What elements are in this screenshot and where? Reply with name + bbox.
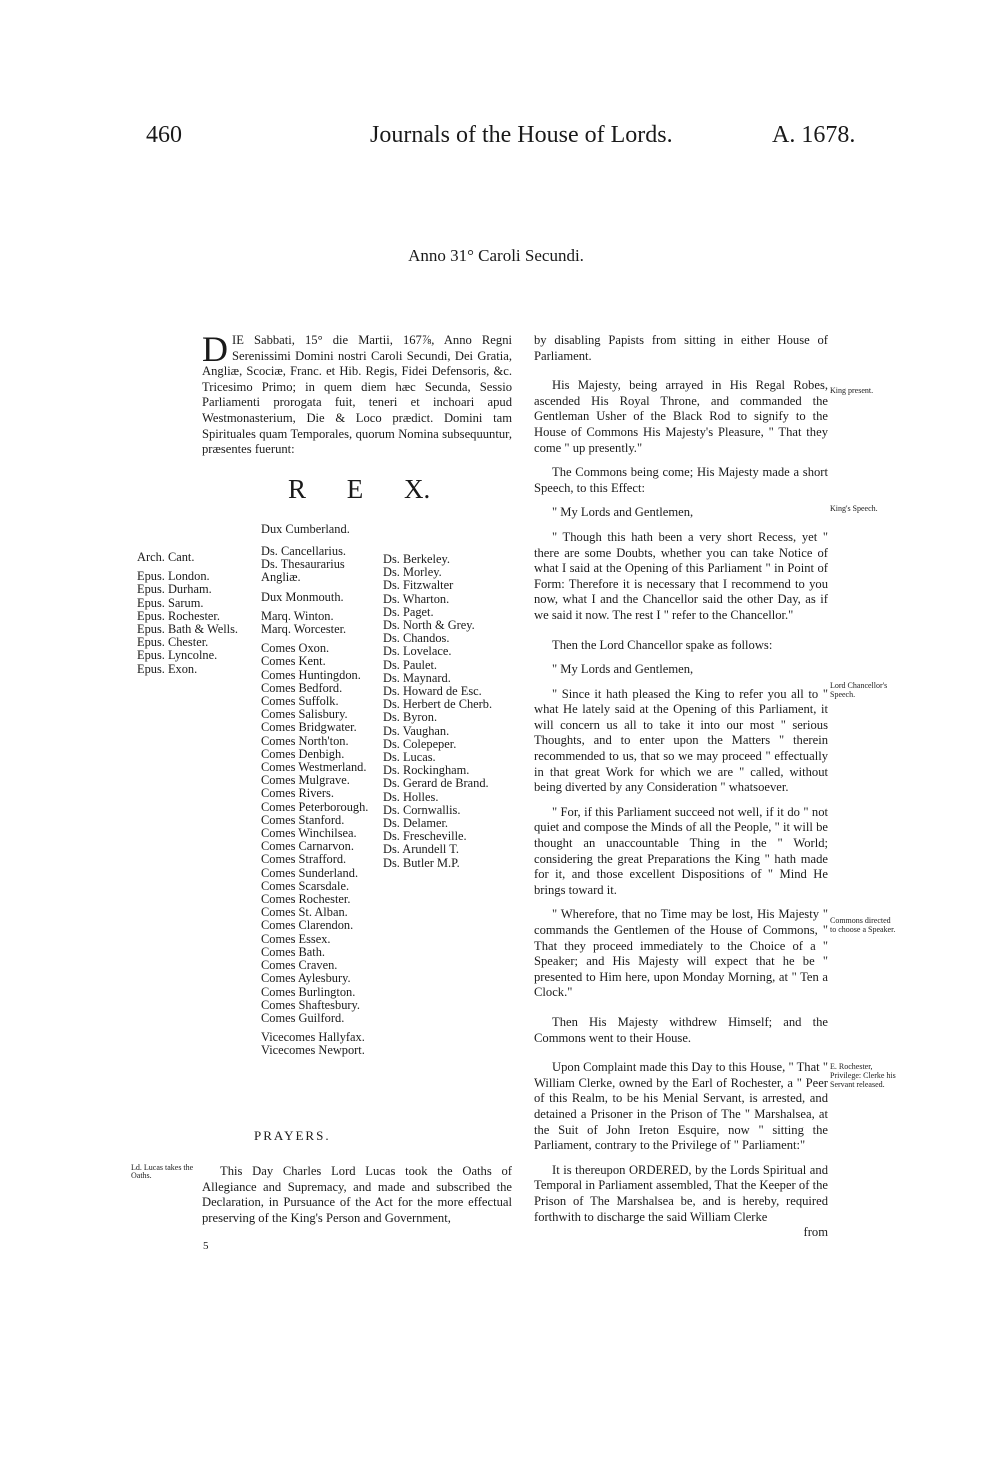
bishop-name: Epus. Rochester. [137,608,220,623]
intro-paragraph [202,329,512,458]
baron-name: Ds. Maynard. [383,670,451,685]
para-chancellor-intro: Then the Lord Chancellor spake as follows: [552,637,773,652]
bishop-name: Epus. London. [137,569,210,584]
page-number: 460 [146,122,182,148]
para-chancellor-salutation: " My Lords and Gentlemen, [552,662,694,677]
bishop-name: Epus. Durham. [137,582,212,597]
right-column [534,333,828,1241]
earl-name: Comes Oxon. [261,641,330,656]
para-chancellor-speech-2: " For, if this Parliament succeed not well, if it do " not quiet and compose the Minds of all the People, " it will be thought an unaccountable Thing in the " World; considering the great Preparations the King " hath made for it, and those excellent Dispositions of " Mind He brings toward it. [534,804,828,897]
baron-name: Ds. Chandos. [383,631,450,646]
earl-name: Comes Salisbury. [261,707,348,722]
margin-note-chancellor-speech: Lord Chancellor's Speech. [830,681,888,699]
baron-name: Ds. North & Grey. [383,618,475,633]
baron-name: Ds. Berkeley. [383,552,450,566]
earl-name: Comes Stanford. [261,812,345,827]
para-chancellor-speech-1: " Since it hath pleased the King to refer you all to " what He lately said at the Opening of this Parliament, it will concern us all to take it into our most " serious Thoughts, and to enter upon the Matters " therein recommended to us, that so we may proceed " effectually in that great Work for which we are " called, without being diverted by any Consideration " whatsoever. [534,686,828,795]
drop-cap: D [202,329,228,369]
earl-name: Comes Aylesbury. [261,971,351,986]
marquess-name: Marq. Worcester. [261,622,347,637]
bishop-name: Epus. Sarum. [137,595,204,610]
margin-note-commons-directed: Commons directed to choose a Speaker. [830,916,896,934]
earl-name: Comes Mulgrave. [261,773,350,788]
barons-list [383,553,492,870]
margin-note-privilege: E. Rochester, Privilege: Clerke his Servant released. [830,1062,896,1089]
earl-name: Comes Sunderland. [261,865,359,880]
para-commons-come: The Commons being come; His Majesty made a short Speech, to this Effect: [534,465,828,495]
page-year: A. 1678. [772,122,856,148]
margin-note-king-present: King present. [830,386,874,395]
bishop-name: Epus. Exon. [137,661,198,676]
bishop-name: Epus. Lyncolne. [137,648,218,663]
para-papists: by disabling Papists from sitting in either House of Parliament. [534,333,828,363]
baron-name: Ds. Butler M.P. [383,855,460,870]
baron-name: Ds. Paulet. [383,657,438,672]
baron-name: Ds. Frescheville. [383,829,467,844]
folio-signature: 5 [203,1240,209,1252]
earl-name: Comes Burlington. [261,984,356,999]
officer-name: Angliæ. [261,570,301,585]
earl-name: Comes Scarsdale. [261,878,350,893]
bishop-name: Epus. Chester. [137,635,209,650]
earl-name: Comes Westmerland. [261,760,367,775]
anno-heading: Anno 31° Caroli Secundi. [408,246,584,265]
earl-name: Comes Denbigh. [261,746,345,761]
para-ordered: It is thereupon ORDERED, by the Lords Spiritual and Temporal in Parliament assembled, That the Keeper of the Prison of The Marshalsea be, and is hereby, required forthwith to discharge the said William Clerke [534,1162,828,1224]
officer-name: Ds. Cancellarius. [261,544,346,558]
baron-name: Ds. Lovelace. [383,644,452,659]
earl-name: Comes Suffolk. [261,694,339,709]
baron-name: Ds. Vaughan. [383,723,450,738]
viscount-name: Vicecomes Hallyfax. [261,1030,365,1045]
baron-name: Ds. Delamer. [383,816,449,831]
earl-name: Comes Essex. [261,931,331,946]
earl-name: Comes Clarendon. [261,918,354,933]
earl-name: Comes Guilford. [261,1010,345,1025]
earl-name: Comes Huntingdon. [261,667,361,682]
earl-name: Comes Rivers. [261,786,334,801]
earl-name: Comes Carnarvon. [261,839,354,854]
baron-name: Ds. Wharton. [383,591,450,606]
earl-name: Comes Winchilsea. [261,826,357,841]
earl-name: Comes Kent. [261,654,326,669]
margin-note-kings-speech: King's Speech. [830,504,878,513]
viscount-name: Vicecomes Newport. [261,1043,365,1058]
bishop-name: Epus. Bath & Wells. [137,622,238,637]
para-withdrew: Then His Majesty withdrew Himself; and the Commons went to their House. [534,1014,828,1045]
baron-name: Ds. Arundell T. [383,842,459,857]
baron-name: Ds. Holles. [383,789,439,804]
baron-name: Ds. Herbert de Cherb. [383,697,493,712]
earl-name: Comes Craven. [261,958,338,973]
para-complaint: Upon Complaint made this Day to this House, " That " William Clerke, owned by the Earl of Rochester, a " Peer of this Realm, to be his Menial Servant, is arrested, and detained a Prisoner in the Prison of The " Marshalsea, at the Suit of John Ireton Esquire, now " sitting the Parliament, contrary to the Privilege of " Parliament:" [534,1060,828,1153]
running-title: Journals of the House of Lords. [370,122,673,148]
baron-name: Ds. Lucas. [383,750,436,765]
temporal-lords-list [261,545,368,1058]
earl-name: Comes Shaftesbury. [261,997,360,1012]
dux-cumberland: Dux Cumberland. [261,522,350,536]
para-king-speech: " Though this hath been a very short Recess, yet " there are some Doubts, whether you can take Notice of what I said at the Opening of this Parliament " in Point of Form: Therefore it is necessary that I recommend to you now, what I and the Chancellor said the other Day, as if we said it now. The rest I " refer to the Chancellor." [534,529,828,622]
intro-text: IE Sabbati, 15° die Martii, 167⅞, Anno Regni Serenissimi Domini nostri Caroli Secundi, Dei Gratia, Angliæ, Scociæ, Franc. et Hib. Regis, Fidei Defensoris, &c. Tricesimo Primo; in quem diem hæc Secunda, Sessio Parliamenti prorogata fuit, teneri et inchoari apud Westmonasterium, Die & Loco prædict. Domini tam Spirituales quam Temporales, quorum Nomina subsequuntur, præsentes fuerunt: [202,333,512,457]
prayers-heading: PRAYERS. [254,1128,331,1143]
earl-name: Comes Bridgwater. [261,720,357,735]
catchword: from [803,1225,828,1240]
rex-heading: R E X. [288,474,431,504]
baron-name: Ds. Howard de Esc. [383,684,482,699]
para-king-salutation: " My Lords and Gentlemen, [552,505,694,520]
earl-name: Comes Peterborough. [261,799,369,814]
lucas-paragraph: This Day Charles Lord Lucas took the Oaths of Allegiance and Supremacy, and made and subscribed the Declaration, in Pursuance of the Act for the more effectual preserving of the King's Person and Government, [202,1164,512,1225]
dux-monmouth: Dux Monmouth. [261,589,344,604]
baron-name: Ds. Morley. [383,565,442,580]
baron-name: Ds. Cornwallis. [383,802,461,817]
para-chancellor-speech-3: " Wherefore, that no Time may be lost, His Majesty " commands the Gentlemen of the House of Commons, " That they proceed immediately to the Choice of a " Speaker; and His Majesty will expect that he be " presented to Him here, upon Monday Morning, at " Ten a Clock." [534,907,828,1000]
para-king-robes: His Majesty, being arrayed in His Regal Robes, ascended His Royal Throne, and commanded the Gentleman Usher of the Black Rod to signify to the House of Commons His Majesty's Pleasure, " That they come " up presently." [534,378,828,455]
earl-name: Comes Rochester. [261,892,351,907]
officer-name: Ds. Thesaurarius [261,557,345,572]
bishops-list [137,551,238,676]
baron-name: Ds. Colepeper. [383,736,457,751]
margin-note-lucas: Ld. Lucas takes the Oaths. [131,1163,194,1180]
earl-name: Comes St. Alban. [261,905,348,920]
bishop-name: Arch. Cant. [137,550,195,564]
earl-name: Comes North'ton. [261,733,349,748]
baron-name: Ds. Fitzwalter [383,578,454,593]
earl-name: Comes Bedford. [261,680,343,695]
baron-name: Ds. Gerard de Brand. [383,776,489,791]
baron-name: Ds. Paget. [383,604,434,619]
earl-name: Comes Strafford. [261,852,347,867]
marquess-name: Marq. Winton. [261,608,334,623]
baron-name: Ds. Byron. [383,710,438,725]
baron-name: Ds. Rockingham. [383,763,470,778]
earl-name: Comes Bath. [261,944,326,959]
